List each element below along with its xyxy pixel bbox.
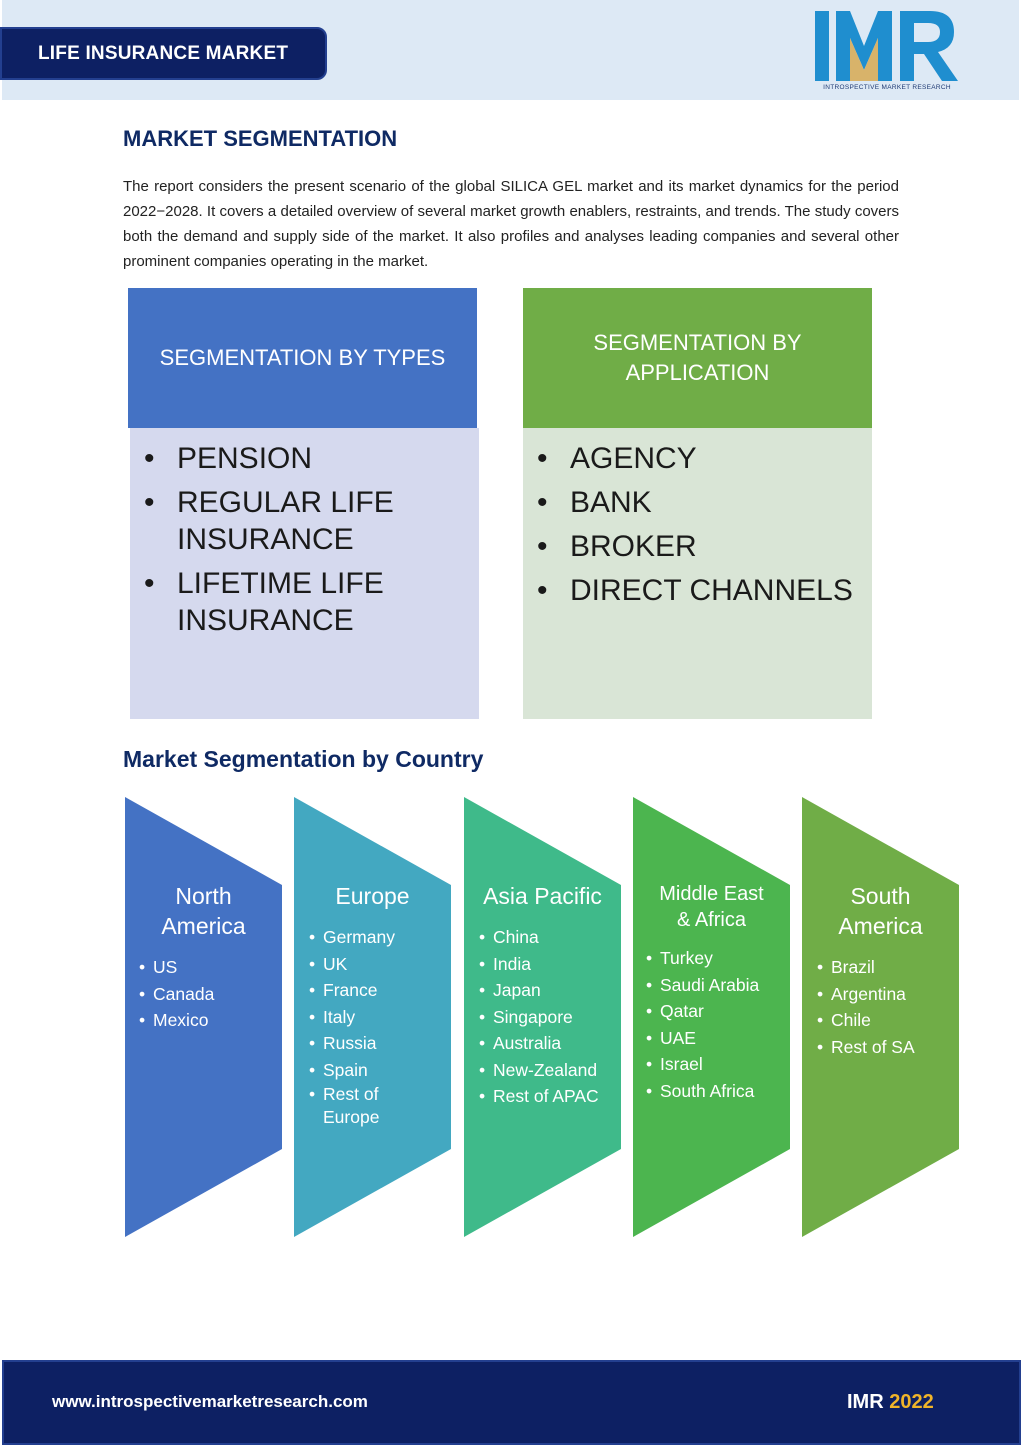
country-item: • Argentina bbox=[817, 981, 915, 1008]
country-item: • Rest of Europe bbox=[309, 1083, 393, 1129]
country-section-title: Market Segmentation by Country bbox=[123, 746, 484, 772]
logo-subtitle: INTROSPECTIVE MARKET RESEARCH bbox=[823, 84, 951, 91]
country-item: • Germany bbox=[309, 924, 395, 951]
country-item: • Canada bbox=[139, 981, 214, 1008]
country-item: • Australia bbox=[479, 1030, 599, 1057]
footer-year: 2022 bbox=[889, 1391, 934, 1413]
section-title: MARKET SEGMENTATION bbox=[123, 126, 398, 151]
region-asia-pacific bbox=[464, 797, 621, 1237]
country-item: • South Africa bbox=[646, 1078, 759, 1105]
footer-brand-name: IMR bbox=[847, 1391, 884, 1413]
region-north-america bbox=[125, 797, 282, 1237]
report-title-badge: LIFE INSURANCE MARKET bbox=[0, 27, 327, 80]
intro-paragraph: The report considers the present scenario of the global SILICA GEL market and its market dynamics for the period 2022−2028. It covers a detailed overview of several market growth enablers, restraints, and trends. The study covers both the demand and supply side of the market. It also profiles and analyses leading companies and several other prominent companies operating in the market. bbox=[123, 178, 899, 270]
segmentation-types-heading bbox=[128, 288, 477, 428]
segmentation-application-heading bbox=[523, 288, 872, 428]
country-item: • Rest of SA bbox=[817, 1034, 915, 1061]
country-item: • Italy bbox=[309, 1004, 395, 1031]
region-title: Asia Pacific bbox=[483, 883, 602, 909]
segmentation-application-heading-text: SEGMENTATION BY APPLICATION bbox=[593, 330, 802, 385]
country-item: • Chile bbox=[817, 1007, 915, 1034]
segment-application-item: • BANK bbox=[570, 484, 872, 521]
country-item: • Singapore bbox=[479, 1004, 599, 1031]
segmentation-application-list bbox=[523, 428, 872, 719]
region-title: North America bbox=[161, 883, 246, 939]
country-item: • France bbox=[309, 977, 395, 1004]
region-middle-east-africa bbox=[633, 797, 790, 1237]
country-item: • UAE bbox=[646, 1025, 759, 1052]
country-item: • Qatar bbox=[646, 998, 759, 1025]
segment-application-item: • BROKER bbox=[570, 528, 872, 565]
country-item: • Rest of APAC bbox=[479, 1083, 599, 1110]
region-europe bbox=[294, 797, 451, 1237]
country-item: • UK bbox=[309, 951, 395, 978]
country-item: • Russia bbox=[309, 1030, 395, 1057]
segment-application-item: • DIRECT CHANNELS bbox=[570, 572, 872, 609]
region-south-america bbox=[802, 797, 959, 1237]
footer-brand bbox=[847, 1391, 934, 1414]
segmentation-types-heading-text: SEGMENTATION BY TYPES bbox=[159, 345, 446, 370]
segmentation-types-list bbox=[130, 428, 479, 719]
region-title: Middle East & Africa bbox=[659, 883, 764, 931]
segment-type-item: • LIFETIME LIFE INSURANCE bbox=[177, 565, 479, 639]
footer-website-link[interactable]: www.introspectivemarketresearch.com bbox=[52, 1392, 368, 1411]
country-item: • India bbox=[479, 951, 599, 978]
country-item: • Brazil bbox=[817, 954, 915, 981]
segment-type-item: • PENSION bbox=[177, 440, 479, 477]
country-item: • US bbox=[139, 954, 214, 981]
segment-application-item: • AGENCY bbox=[570, 440, 872, 477]
country-item: • Spain bbox=[309, 1057, 395, 1084]
country-item: • New-Zealand bbox=[479, 1057, 599, 1084]
imr-logo bbox=[812, 8, 962, 96]
country-item: • Mexico bbox=[139, 1007, 214, 1034]
country-item: • Saudi Arabia bbox=[646, 972, 759, 999]
country-item: • Turkey bbox=[646, 945, 759, 972]
country-item: • China bbox=[479, 924, 599, 951]
country-item: • Japan bbox=[479, 977, 599, 1004]
segment-type-item: • REGULAR LIFE INSURANCE bbox=[177, 484, 479, 558]
region-title: Europe bbox=[335, 883, 410, 909]
country-item: • Israel bbox=[646, 1051, 759, 1078]
region-title: South America bbox=[838, 883, 923, 939]
